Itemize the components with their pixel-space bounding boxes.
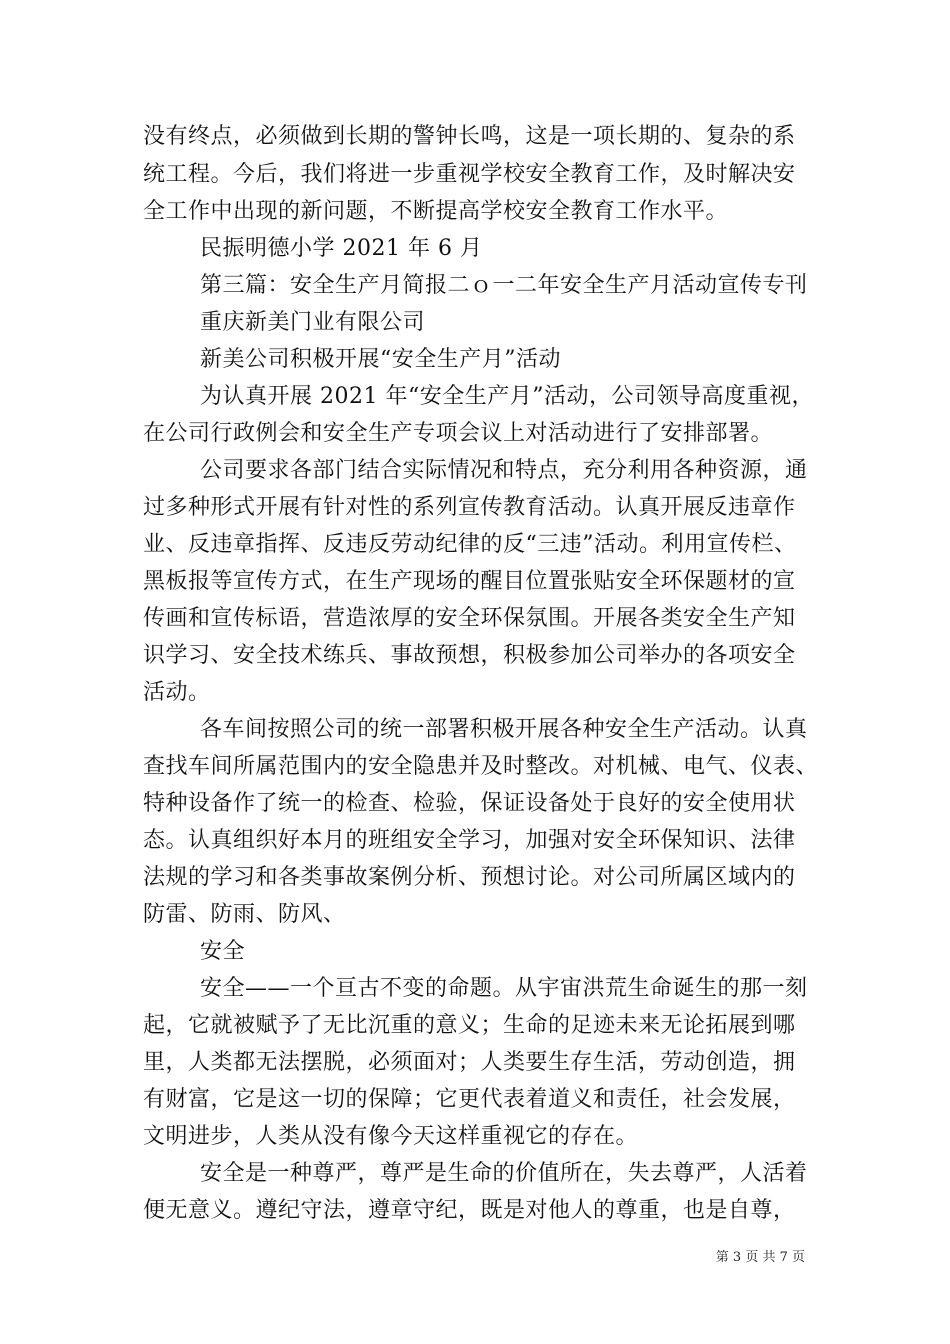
text-line: 安全是一种尊严，尊严是生命的价值所在，失去尊严，人活着 [200, 1161, 808, 1186]
text-line: 在公司行政例会和安全生产专项会议上对活动进行了安排部署。 [143, 421, 774, 446]
text-line: 识学习、安全技术练兵、事故预想，积极参加公司举办的各项安全 [143, 643, 796, 668]
section-heading: 安全 [200, 939, 246, 964]
text-line: 有财富，它是这一切的保障；它更代表着道义和责任，社会发展， [143, 1087, 796, 1112]
text-line: 黑板报等宣传方式，在生产现场的醒目位置张贴安全环保题材的宣 [143, 569, 796, 594]
text-line: 没有终点，必须做到长期的警钟长鸣，这是一项长期的、复杂的系 [143, 124, 796, 149]
text-line: 为认真开展 2021 年“安全生产月”活动，公司领导高度重视， [200, 384, 814, 409]
signature-line: 民振明德小学 2021 年 6 月 [200, 236, 483, 261]
text-line: 态。认真组织好本月的班组安全学习，加强对安全环保知识、法律 [143, 828, 796, 853]
text-line: 活动。 [143, 680, 211, 705]
text-line: 便无意义。遵纪守法，遵章守纪，既是对他人的尊重，也是自尊， [143, 1198, 796, 1223]
text-line: 安全——一个亘古不变的命题。从宇宙洪荒生命诞生的那一刻 [200, 976, 808, 1001]
text-line: 过多种形式开展有针对性的系列宣传教育活动。认真开展反违章作 [143, 495, 796, 520]
page-number: 第 3 页 共 7 页 [715, 1250, 805, 1265]
text-line: 查找车间所属范围内的安全隐患并及时整改。对机械、电气、仪表、 [143, 754, 819, 779]
article-title: 新美公司积极开展“安全生产月”活动 [200, 347, 561, 372]
company-name: 重庆新美门业有限公司 [200, 310, 426, 335]
section-heading: 第三篇：安全生产月简报二ｏ一二年安全生产月活动宣传专刊 [200, 273, 808, 298]
text-line: 防雷、防雨、防风、 [143, 902, 346, 927]
text-line: 统工程。今后，我们将进一步重视学校安全教育工作，及时解决安 [143, 162, 796, 187]
text-line: 文明进步，人类从没有像今天这样重视它的存在。 [143, 1124, 639, 1149]
text-line: 全工作中出现的新问题，不断提高学校安全教育工作水平。 [143, 199, 729, 224]
text-line: 各车间按照公司的统一部署积极开展各种安全生产活动。认真 [200, 717, 808, 742]
text-line: 业、反违章指挥、反违反劳动纪律的反“三违”活动。利用宣传栏、 [143, 532, 797, 557]
text-line: 公司要求各部门结合实际情况和特点，充分利用各种资源，通 [200, 458, 808, 483]
text-line: 法规的学习和各类事故案例分析、预想讨论。对公司所属区域内的 [143, 865, 796, 890]
text-line: 起，它就被赋予了无比沉重的意义；生命的足迹未来无论拓展到哪 [143, 1013, 796, 1038]
text-line: 传画和宣传标语，营造浓厚的安全环保氛围。开展各类安全生产知 [143, 606, 796, 631]
text-line: 特种设备作了统一的检查、检验，保证设备处于良好的安全使用状 [143, 791, 796, 816]
text-line: 里，人类都无法摆脱，必须面对；人类要生存生活，劳动创造，拥 [143, 1050, 796, 1075]
